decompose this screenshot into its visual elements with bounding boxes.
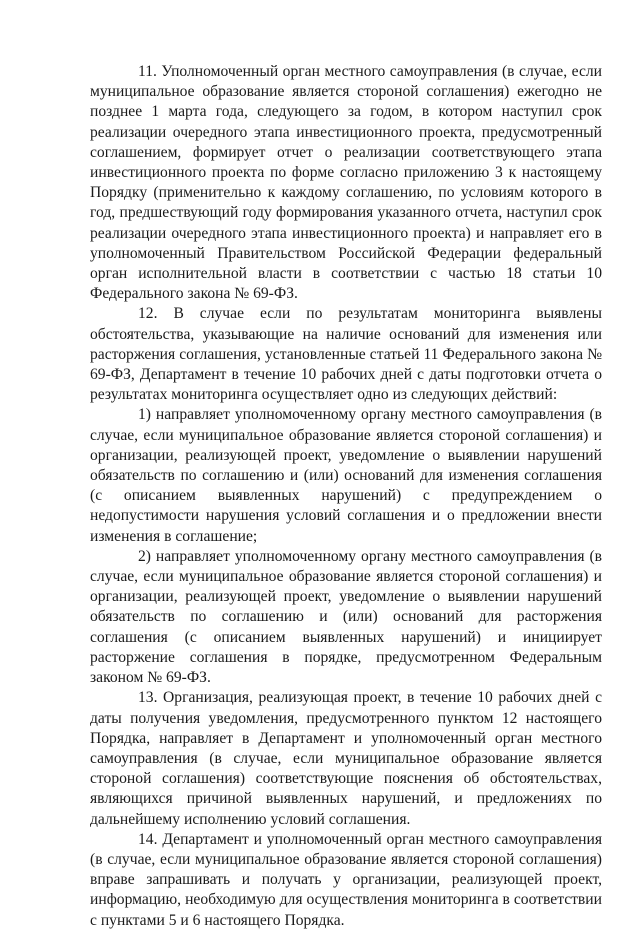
paragraph-item-13: 13. Организация, реализующая проект, в течение 10 рабочих дней с даты получения уведомления, предусмотренного пунктом 12 настоящего Порядка, направляет в Департамент и уполномоченный орган местного самоуправления (в случае, если муниципальное образование является стороной соглашения) соответствующие пояснения об обстоятельствах, являющихся причиной выявленных нарушений, и предложениях по дальнейшему исполнению условий соглашения. [90, 689, 602, 828]
paragraph-item-14: 14. Департамент и уполномоченный орган местного самоуправления (в случае, если муниципальное образование является стороной соглашения) вправе запрашивать и получать у организации, реализующей проект, информацию, необходимую для осуществления мониторинга в соответствии с пунктами 5 и 6 настоящего Порядка. [90, 830, 602, 929]
paragraph-item-11: 11. Уполномоченный орган местного самоуправления (в случае, если муниципальное образование является стороной соглашения) ежегодно не позднее 1 марта года, следующего за годом, в котором наступил срок реализации очередного этапа инвестиционного проекта, предусмотренный соглашением, формирует отчет о реализации соответствующего этапа инвестиционного проекта по форме согласно приложению 3 к настоящему Порядку (применительно к каждому соглашению, по условиям которого в год, предшествующий году формирования указанного отчета, наступил срок реализации очередного этапа инвестиционного проекта) и направляет его в уполномоченный Правительством Российской Федерации федеральный орган исполнительной власти в соответствии с частью 18 статьи 10 Федерального закона № 69-ФЗ. [90, 63, 602, 303]
paragraph-item-12-subitem-2: 2) направляет уполномоченному органу местного самоуправления (в случае, если муниципальное образование является стороной соглашения) и организации, реализующей проект, уведомление о выявлении нарушений обязательств по соглашению и (или) оснований для расторжения соглашения (с описанием выявленных нарушений) и инициирует расторжение соглашения в порядке, предусмотренном Федеральным законом № 69-ФЗ. [90, 547, 602, 687]
paragraph-item-12: 12. В случае если по результатам мониторинга выявлены обстоятельства, указывающие на наличие оснований для изменения или расторжения соглашения, установленные статьей 11 Федерального закона № 69-ФЗ, Департамент в течение 10 рабочих дней с даты подготовки отчета о результатах мониторинга осуществляет одно из следующих действий: [90, 305, 602, 404]
paragraph-item-12-subitem-1: 1) направляет уполномоченному органу местного самоуправления (в случае, если муниципальное образование является стороной соглашения) и организации, реализующей проект, уведомление о выявлении нарушений обязательств по соглашению и (или) оснований для изменения соглашения (с описанием выявленных нарушений) с предупреждением о недопустимости нарушения условий соглашения и о предложении внести изменения в соглашение; [90, 406, 602, 545]
document-page-text [90, 62, 602, 931]
